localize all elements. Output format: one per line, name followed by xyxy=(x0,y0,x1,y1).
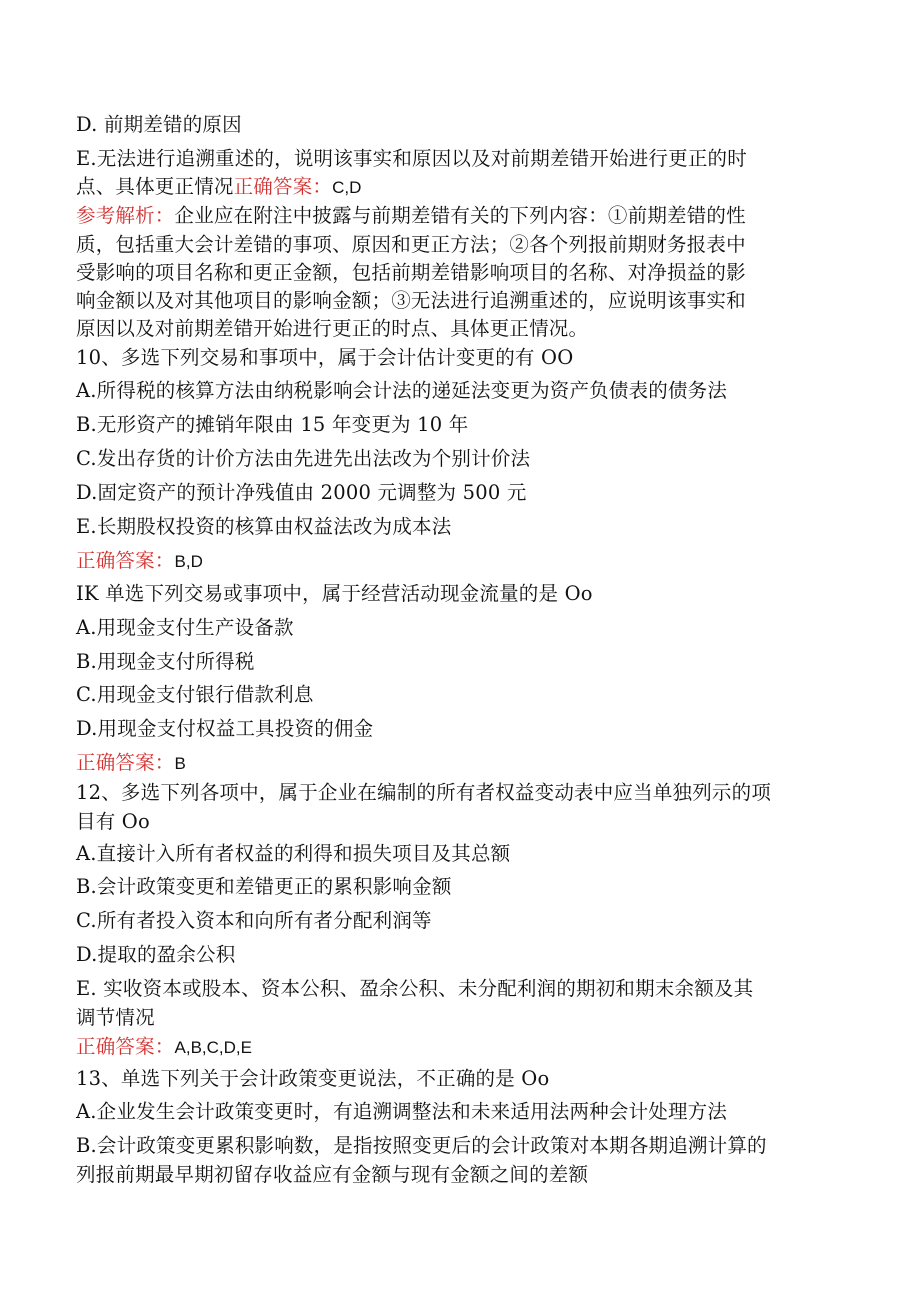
q10-answer-label: 正确答案： xyxy=(76,549,175,572)
q10-option-b: B.无形资产的摊销年限由 15 年变更为 10 年 xyxy=(76,413,469,436)
q13-option-a: A.企业发生会计政策变更时，有追溯调整法和未来适用法两种会计处理方法 xyxy=(76,1100,728,1123)
q12-stem-line1: 12、多选下列各项中，属于企业在编制的所有者权益变动表中应当单独列示的项 xyxy=(76,781,772,804)
q12-option-a: A.直接计入所有者权益的利得和损失项目及其总额 xyxy=(76,842,511,865)
q9-answer-value: C,D xyxy=(332,178,362,197)
q9-option-e-line2: 点、具体更正情况 xyxy=(76,175,234,198)
q9-analysis-line2: 质，包括重大会计差错的事项、原因和更正方法；②各个列报前期财务报表中 xyxy=(76,233,746,256)
q9-option-d: D. 前期差错的原因 xyxy=(76,113,242,136)
q9-analysis-line5: 原因以及对前期差错开始进行更正的时点、具体更正情况。 xyxy=(76,317,589,340)
q12-option-e-line1: E. 实收资本或股本、资本公积、盈余公积、未分配利润的期初和期末余额及其 xyxy=(76,977,754,1000)
q13-option-b-line2: 列报前期最早期初留存收益应有金额与现有金额之间的差额 xyxy=(76,1163,589,1186)
q12-option-e-line2: 调节情况 xyxy=(76,1006,155,1029)
q11-answer-label: 正确答案： xyxy=(76,751,175,774)
q10-answer xyxy=(76,544,856,578)
q11-stem: IK 单选下列交易或事项中，属于经营活动现金流量的是 Oo xyxy=(76,582,593,605)
q10-option-e: E.长期股权投资的核算由权益法改为成本法 xyxy=(76,515,452,538)
q12-answer-label: 正确答案： xyxy=(76,1035,175,1058)
q9-analysis-line3: 受影响的项目名称和更正金额，包括前期差错影响项目的名称、对净损益的影 xyxy=(76,261,746,284)
q11-option-b: B.用现金支付所得税 xyxy=(76,650,255,673)
q11-option-c: C.用现金支付银行借款利息 xyxy=(76,683,314,706)
q12-option-c: C.所有者投入资本和向所有者分配利润等 xyxy=(76,909,432,932)
q10-stem: 10、多选下列交易和事项中，属于会计估计变更的有 OO xyxy=(76,346,574,369)
q9-option-e-line1: E.无法进行追溯重述的，说明该事实和原因以及对前期差错开始进行更正的时 xyxy=(76,147,747,170)
q11-answer-value: B xyxy=(174,754,186,773)
q10-option-c: C.发出存货的计价方法由先进先出法改为个别计价法 xyxy=(76,447,531,470)
q9-answer-label: 正确答案： xyxy=(233,175,333,198)
q9-analysis-label: 参考解析： xyxy=(76,204,175,227)
q13-option-b-line1: B.会计政策变更累积影响数，是指按照变更后的会计政策对本期各期追溯计算的 xyxy=(76,1134,767,1157)
q12-option-b: B.会计政策变更和差错更正的累积影响金额 xyxy=(76,875,452,898)
q11-option-d: D.用现金支付权益工具投资的佣金 xyxy=(76,717,374,740)
q13-stem: 13、单选下列关于会计政策变更说法，不正确的是 Oo xyxy=(76,1067,550,1090)
q12-answer-value: A,B,C,D,E xyxy=(174,1038,252,1057)
q9-analysis-text-1: 企业应在附注中披露与前期差错有关的下列内容：①前期差错的性 xyxy=(174,204,746,227)
q12-stem-line2: 目有 Oo xyxy=(76,810,150,833)
q10-option-d: D.固定资产的预计净残值由 2000 元调整为 500 元 xyxy=(76,481,527,504)
q9-analysis-line4: 响金额以及对其他项目的影响金额；③无法进行追溯重述的，应说明该事实和 xyxy=(76,289,746,312)
q11-answer xyxy=(76,746,856,780)
q10-option-a: A.所得税的核算方法由纳税影响会计法的递延法变更为资产负债表的债务法 xyxy=(76,379,728,402)
q12-answer xyxy=(76,1030,856,1064)
q11-option-a: A.用现金支付生产设备款 xyxy=(76,616,294,639)
q12-option-d: D.提取的盈余公积 xyxy=(76,943,236,966)
q10-answer-value: B,D xyxy=(174,552,203,571)
